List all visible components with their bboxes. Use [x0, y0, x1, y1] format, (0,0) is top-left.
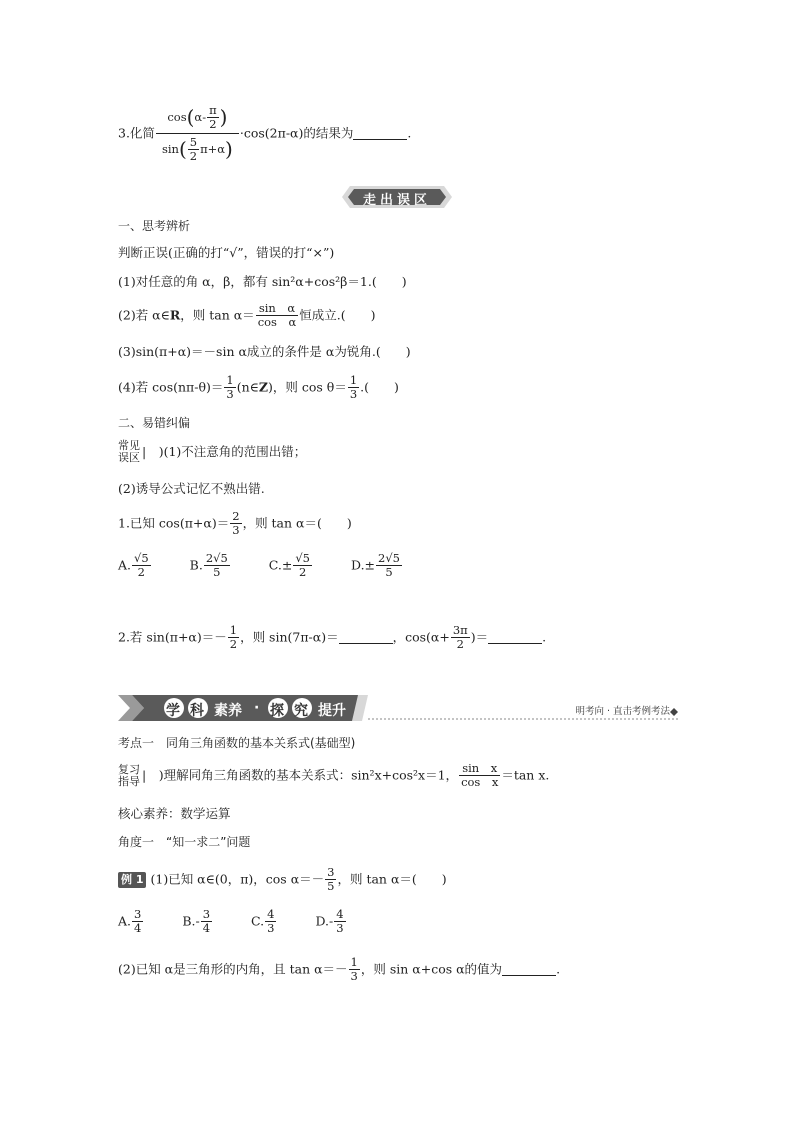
s2q1-option-c[interactable]: [269, 552, 313, 579]
ex1-option-c[interactable]: [251, 908, 277, 935]
banner-right-caption: 明考向 · 直击考例考法: [575, 706, 670, 717]
ex1-p2-pre: (2)已知 α是三角形的内角，且 tan α＝－: [118, 961, 348, 977]
opt-c-label: C.±: [268, 557, 293, 573]
opt-d-num: 2√5: [378, 551, 400, 565]
q3-denominator: sin( $\frac{5}{2}$ π+α): [161, 135, 233, 163]
kaodian-core: 核心素养：数学运算: [118, 806, 231, 821]
ex1-p1-frac: [325, 866, 336, 893]
s2q2-den: 2: [229, 637, 238, 651]
section1-item1: (1)对任意的角 α，β，都有 sin²α+cos²β＝1.( ): [118, 274, 407, 289]
banner-text-suyang: 素养: [214, 703, 242, 719]
ex1-option-a[interactable]: [118, 908, 144, 935]
tag-bottom: 误区: [118, 451, 140, 464]
ex1-p2-frac: [349, 956, 360, 983]
s2q2-mid: ，则 sin(7π-α)＝: [240, 629, 339, 645]
opt-c-frac: [293, 552, 312, 579]
ex1-opt-a-frac: [132, 908, 143, 935]
q3-den-arg: π+α: [200, 142, 226, 156]
s2q1-option-b[interactable]: [190, 552, 231, 579]
ex1-opt-a-label: A.: [118, 913, 132, 929]
s2q1-option-d[interactable]: [351, 552, 403, 579]
banner-study-section: [118, 695, 680, 721]
s2q2-den2: 2: [456, 637, 464, 651]
example1-part2: [118, 956, 560, 983]
s2q2-blank2[interactable]: [488, 631, 542, 644]
q3-den-fn: sin: [161, 142, 179, 156]
q3-num-fn: cos: [167, 110, 187, 124]
ex1-p1-pre: (1)已知 α∈(0，π)，cos α＝－: [150, 871, 325, 887]
ex1-p2-num: 1: [350, 955, 358, 969]
example1-badge: 例 1: [118, 872, 146, 888]
section2-q1-options: [118, 552, 437, 579]
opt-b-den: 5: [213, 565, 221, 579]
tag-top: 常见: [118, 439, 140, 452]
banner-text-tisheng: 提升: [318, 703, 346, 719]
section2-line1-text: )(1)不注意角的范围出错；: [146, 444, 307, 459]
s2q1-pre: 1.已知 cos(π+α)＝: [118, 515, 230, 531]
item2-pre: (2)若 α∈: [118, 307, 170, 323]
s2q1-num: 2: [232, 509, 240, 523]
opt-c-num: √5: [295, 551, 311, 565]
kaodian-guide: [118, 762, 549, 789]
s2q2-num2: 3π: [452, 623, 468, 637]
ex1-p1-num: 3: [327, 865, 335, 879]
section1-item3: (3)sin(π+α)＝－sin α成立的条件是 α为锐角.( ): [118, 344, 411, 359]
banner-char-tan: 探: [270, 703, 284, 719]
opt-b-frac: [204, 552, 230, 579]
ex1-opt-c-num: 4: [267, 907, 275, 921]
ex1-p2-post: ，则 sin α+cos α的值为: [360, 961, 503, 977]
q3-num-frac-top: π: [209, 103, 217, 117]
guide-post: ＝tan x.: [501, 767, 550, 783]
item2-num: sin α: [256, 302, 299, 316]
item4-pre: (4)若 cos(nπ-θ)＝: [118, 379, 224, 395]
opt-a-label: A.: [118, 557, 132, 573]
item4-num: 1: [226, 373, 234, 387]
ex1-opt-a-num: 3: [134, 907, 142, 921]
q3-five-halves: [188, 136, 199, 163]
opt-a-den: 2: [137, 565, 145, 579]
item4-post: .( ): [360, 379, 399, 395]
item4-den: 3: [226, 387, 234, 401]
ex1-opt-c-label: C.: [251, 913, 265, 929]
item4-frac1: [224, 374, 235, 401]
opt-d-label: D.±: [351, 557, 376, 573]
ex1-opt-d-den: 3: [336, 921, 344, 935]
question-3: [118, 104, 411, 163]
q3-num-frac-bot: 2: [209, 117, 217, 131]
s2q2-mid2: ，cos(α+: [392, 629, 450, 645]
ex1-opt-a-den: 4: [134, 921, 142, 935]
review-guide-tag: [118, 764, 140, 788]
ex1-opt-c-den: 3: [267, 921, 275, 935]
item4-den2: 3: [349, 387, 358, 401]
q3-end: .: [407, 125, 412, 141]
section1-heading: 一、思考辨析: [118, 219, 191, 233]
ex1-opt-c-frac: [265, 908, 276, 935]
banner-zou-chu-wu-qu: [342, 186, 452, 208]
q3-tail: ·cos(2π-α)的结果为: [239, 125, 354, 141]
tag-bar: |: [142, 444, 147, 459]
s2q1-frac: [230, 510, 241, 537]
item4-frac2: [348, 374, 359, 401]
ex1-p1-post: ，则 tan α＝( ): [337, 871, 447, 887]
guide-tag-top: 复习: [118, 762, 140, 776]
s2q2-frac2: [451, 624, 470, 651]
ex1-p1-den: 5: [327, 879, 335, 893]
s2q2-blank1[interactable]: [339, 631, 393, 644]
s2q2-num: 1: [229, 623, 238, 637]
common-mistake-tag: [118, 440, 140, 464]
ex1-opt-d-label: D.-: [315, 913, 334, 929]
ex1-p2-den: 3: [350, 969, 358, 983]
section1-instruction: 判断正误(正确的打“√”，错误的打“×”): [118, 245, 335, 260]
s2q1-post: ，则 tan α＝( ): [242, 515, 352, 531]
section2-line2: (2)诱导公式记忆不熟出错.: [118, 481, 265, 496]
guide-tag-bar: |: [142, 767, 147, 783]
guide-tag-bottom: 指导: [118, 774, 140, 788]
q3-main-fraction: [156, 104, 239, 163]
ex1-option-b[interactable]: [182, 908, 213, 935]
ex1-opt-b-frac: [201, 908, 212, 935]
section1-item4: [118, 374, 399, 401]
guide-den: cos x: [461, 775, 499, 789]
q3-den-frac-bot: 2: [189, 149, 198, 163]
guide-pre: )理解同角三角函数的基本关系式：sin²x+cos²x＝1，: [146, 767, 459, 783]
item2-den: cos α: [257, 315, 297, 329]
ex1-opt-d-frac: [334, 908, 345, 935]
item2-R: R: [169, 307, 181, 323]
section2-q2: [118, 624, 546, 651]
s2q1-option-a[interactable]: [118, 552, 152, 579]
ex1-opt-d-num: 4: [336, 907, 344, 921]
s2q2-end: .: [542, 629, 547, 645]
item2-post: 恒成立.( ): [299, 307, 376, 323]
banner-dot: ·: [254, 700, 260, 716]
item4-mid2: )，则 cos θ＝: [268, 379, 347, 395]
opt-a-num: √5: [134, 551, 149, 565]
s2q1-den: 3: [232, 523, 240, 537]
opt-d-frac: [376, 552, 402, 579]
q3-den-frac-top: 5: [189, 135, 198, 149]
ex1-p2-blank[interactable]: [502, 963, 556, 976]
example1-part1: [118, 866, 447, 893]
section2-q1: [118, 510, 352, 537]
ex1-opt-b-num: 3: [202, 907, 211, 921]
item4-num2: 1: [349, 373, 358, 387]
banner-char-ke: 科: [190, 703, 204, 719]
item4-mid: (n∈: [236, 379, 259, 395]
q3-pi-over-2: [207, 104, 219, 131]
item2-fraction: [256, 302, 299, 329]
ex1-opt-b-den: 4: [202, 921, 211, 935]
banner-outof-text: 走出误区: [362, 193, 431, 208]
opt-b-num: 2√5: [205, 551, 228, 565]
opt-b-label: B.: [189, 557, 203, 573]
kaodian-heading: 考点一 同角三角函数的基本关系式(基础型): [118, 736, 356, 750]
ex1-p2-end: .: [556, 961, 561, 977]
ex1-opt-b-label: B.-: [182, 913, 200, 929]
q3-answer-blank[interactable]: [353, 127, 407, 140]
opt-d-den: 5: [385, 565, 393, 579]
s2q2-pre: 2.若 sin(π+α)＝－: [118, 629, 227, 645]
item2-mid: ，则 tan α＝: [180, 307, 255, 323]
section2-heading: 二、易错纠偏: [118, 416, 191, 430]
q3-numerator: cos(α- $\frac{\pi}{2}$ ): [156, 104, 239, 134]
example1-options: [118, 908, 381, 935]
kaodian-angle: 角度一 “知一求二”问题: [118, 835, 251, 849]
s2q2-mid3: )＝: [470, 629, 489, 645]
s2q2-frac1: [228, 624, 239, 651]
ex1-option-d[interactable]: [315, 908, 346, 935]
banner-char-jiu: 究: [294, 703, 308, 719]
section1-item2: [118, 302, 375, 329]
item4-Z: Z: [258, 379, 269, 395]
section2-line1: [118, 440, 306, 464]
guide-num: sin x: [459, 762, 500, 776]
opt-a-frac: [132, 552, 151, 579]
banner-char-xue: 学: [166, 703, 180, 719]
q3-num-arg: α-: [194, 110, 207, 124]
guide-frac: [459, 762, 500, 789]
opt-c-den: 2: [299, 565, 307, 579]
q3-lead: 3.化简: [118, 125, 155, 141]
